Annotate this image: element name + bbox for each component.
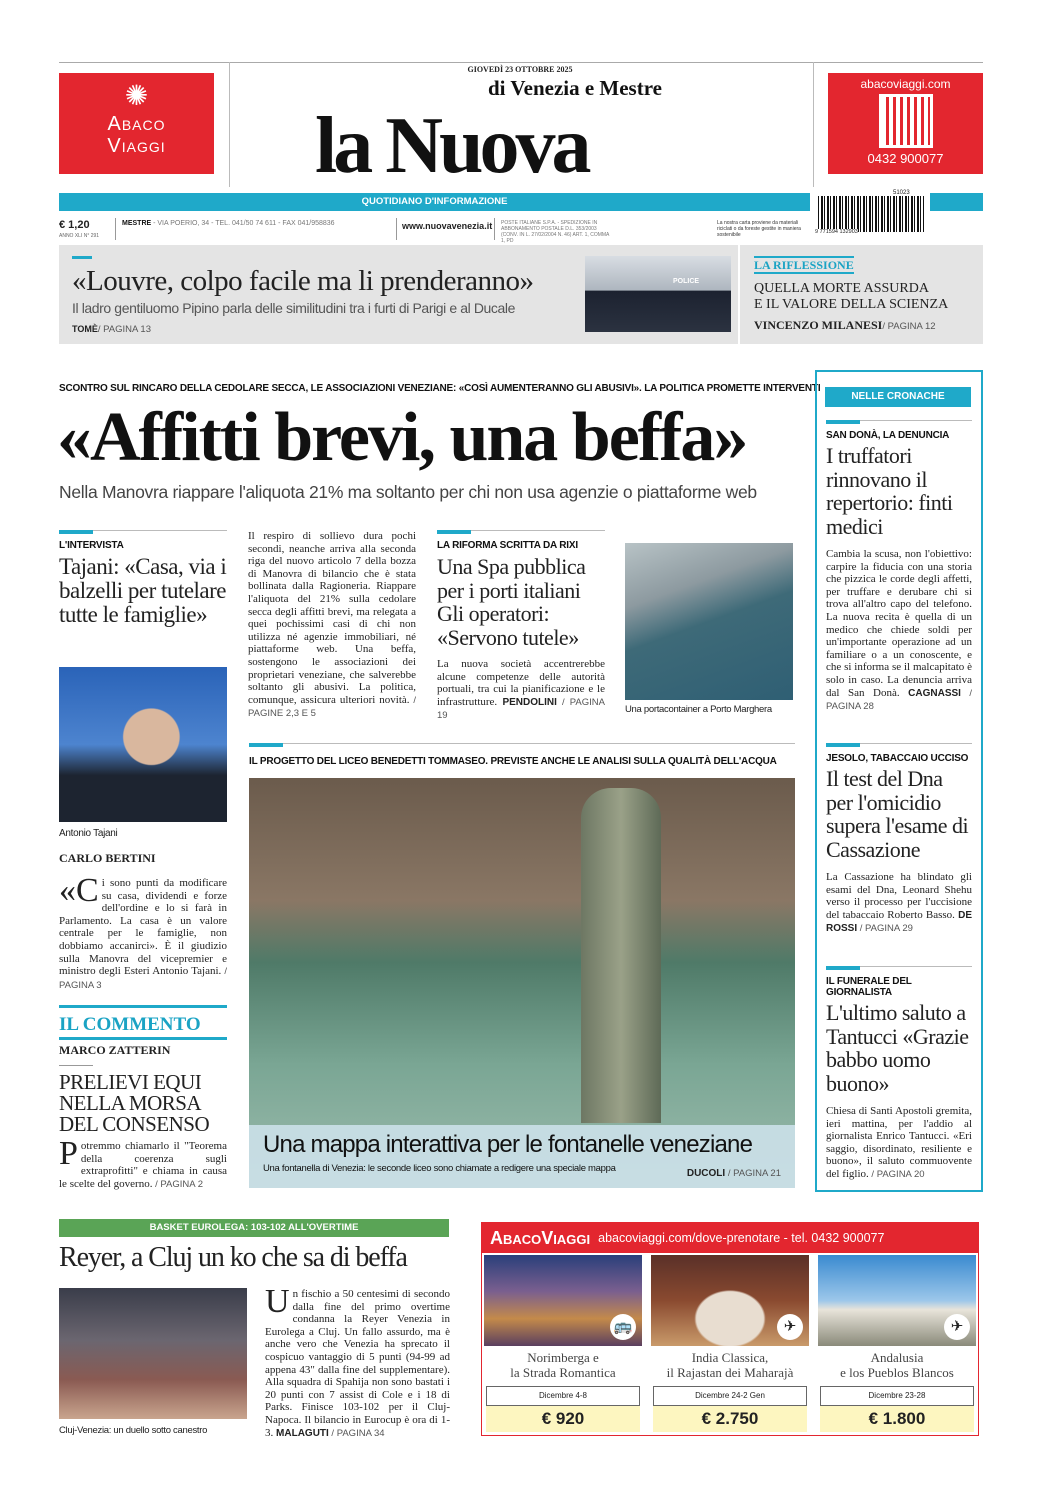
- trip-dates: Dicembre 23-28: [820, 1386, 974, 1406]
- byline: DE ROSSI: [826, 909, 973, 935]
- divider: [396, 218, 397, 240]
- basket-photo: [59, 1288, 247, 1419]
- body-text: Chiesa di Santi Apostoli gremita, ieri mattina, per l'addio al giornalista Enrico Tantucci. «Eri saggio, disordinato, resiliente e buono», il saluto commuovente del figlio.: [826, 1105, 972, 1180]
- photo-caption: Cluj-Venezia: un duello sotto canestro: [59, 1425, 208, 1436]
- accent-tick: [72, 256, 92, 259]
- story-kicker: JESOLO, TABACCAIO UCCISO: [826, 753, 969, 764]
- byline: PENDOLINI: [497, 696, 557, 708]
- page-ref: / PAGINA 2: [152, 1178, 203, 1190]
- page-ref: / PAGINE 2,3 E 5: [248, 694, 416, 720]
- trip-title: India Classica,: [691, 1350, 769, 1365]
- ports-kicker: LA RIFORMA SCRITTA DA RIXI: [437, 540, 578, 551]
- ad-brand-line2: Viaggi: [107, 135, 166, 157]
- basket-headline[interactable]: Reyer, a Cluj un ko che sa di beffa: [59, 1242, 407, 1273]
- accent-tick: [59, 530, 93, 534]
- drop-cap: U: [265, 1283, 290, 1320]
- sun-logo-icon: ✺: [124, 81, 149, 112]
- accent-tick: [249, 743, 283, 747]
- masthead[interactable]: la Nuova: [315, 102, 588, 190]
- accent-tick: [437, 530, 471, 534]
- trip-price: € 2.750: [653, 1406, 807, 1432]
- address-label: MESTRE: [122, 220, 152, 227]
- abaco-logo-ad[interactable]: [59, 73, 214, 174]
- trip-title: Norimberga e: [527, 1350, 599, 1365]
- trip-card[interactable]: [818, 1255, 976, 1432]
- abaco-viaggi-ad[interactable]: [481, 1222, 979, 1436]
- body-text: i sono punti da modificare su casa, dividendi e forze dell'ordine e lo si farà in Parlamento. La casa è un valore centrale per le famiglie, non dobbiamo accanirci». È il giudizio sulla Manovra del vicepremier e ministro degli Esteri Antonio Tajani.: [59, 877, 227, 978]
- trip-title: e los Pueblos Blancos: [840, 1365, 954, 1380]
- byline: MARCO ZATTERIN: [59, 1043, 171, 1057]
- divider: [249, 743, 795, 744]
- qr-ad[interactable]: [828, 73, 983, 174]
- barcode-top-number: 51023: [893, 190, 910, 196]
- trip-photo: [484, 1255, 642, 1346]
- top-rule: [59, 62, 983, 63]
- website-link[interactable]: www.nuovavenezia.it: [402, 221, 493, 231]
- container-ship-photo: [625, 543, 793, 700]
- story-headline: I truffatori rinnovano il repertorio: finti medici: [826, 443, 953, 539]
- trip-title: il Rajastan dei Maharajà: [666, 1365, 794, 1380]
- sidebar-story[interactable]: [826, 420, 972, 714]
- fountain-kicker: IL PROGETTO DEL LICEO BENEDETTI TOMMASEO. PREVISTE ANCHE LE ANALISI SULLA QUALITÀ DELL'ACQUA: [249, 756, 777, 767]
- riflessione-story[interactable]: [754, 256, 948, 334]
- byline: CAGNASSI: [899, 687, 961, 699]
- photo-caption: Antonio Tajani: [59, 828, 118, 839]
- sidebar-story[interactable]: [826, 966, 972, 1182]
- trip-card[interactable]: [651, 1255, 809, 1432]
- fountain-photo: [581, 788, 661, 1123]
- riflessione-headline-2: E IL VALORE DELLA SCIENZA: [754, 297, 949, 312]
- trip-photo: [818, 1255, 976, 1346]
- photo-caption: Una fontanella di Venezia: le seconde liceo sono chiamate a redigere una speciale mappa: [263, 1163, 616, 1174]
- trip-title: Andalusia: [870, 1350, 924, 1365]
- police-label: POLICE: [673, 278, 700, 285]
- basket-body: [265, 1283, 450, 1440]
- louvre-police-photo: [585, 256, 731, 332]
- page-ref: / PAGINA 29: [857, 923, 913, 935]
- riflessione-headline-1: QUELLA MORTE ASSURDA: [754, 281, 929, 296]
- barcode-number: 9 771594 132903: [815, 229, 858, 235]
- trip-dates: Dicembre 4-8: [486, 1386, 640, 1406]
- lead-kicker: SCONTRO SUL RINCARO DELLA CEDOLARE SECCA, LE ASSOCIAZIONI VENEZIANE: «COSÌ AUMENTERANNO GLI ABUSIVI». LA POLITICA PROMETTE INTERVENTI: [59, 383, 821, 394]
- trip-price: € 1.800: [820, 1406, 974, 1432]
- ports-headline: Una Spa pubblica per i porti italiani Gli operatori: «Servono tutele»: [437, 554, 586, 650]
- photo-caption: Una portacontainer a Porto Marghera: [625, 704, 772, 715]
- address: [122, 220, 335, 227]
- postal-info: POSTE ITALIANE S.P.A. - SPEDIZIONE IN ABBONAMENTO POSTALE D.L. 353/2003 (CONV. IN L. 27/02/2004 N. 46) ART. 1, COMMA 1, PD: [501, 220, 610, 244]
- byline: VINCENZO MILANESI: [754, 318, 883, 332]
- interview-kicker: L'INTERVISTA: [59, 540, 124, 551]
- interview-story[interactable]: [59, 530, 227, 627]
- louvre-story[interactable]: [72, 256, 534, 337]
- plane-icon: ✈: [777, 1314, 803, 1340]
- section-label: IL COMMENTO: [59, 1014, 201, 1035]
- byline: MALAGUTI: [273, 1427, 329, 1439]
- section-label: NELLE CRONACHE: [825, 387, 971, 407]
- barcode-icon: [818, 196, 924, 232]
- body-text: La nuova società accentrerebbe alcune competenze delle autorità portuali, tra cui la pianificazione e le infrastrutture.: [437, 658, 605, 708]
- ad-contact: abacoviaggi.com/dove-prenotare - tel. 0432 900077: [598, 1231, 885, 1245]
- trip-title: la Strada Romantica: [510, 1365, 616, 1380]
- ports-story[interactable]: [437, 530, 605, 723]
- louvre-headline: «Louvre, colpo facile ma li prenderanno»: [72, 265, 534, 297]
- ad-brand-line1: Abaco: [107, 113, 166, 135]
- body-text: La Cassazione ha blindato gli esami del Dna, Leonard Shehu verso il processo per l'uccisione del tabaccaio Roberto Basso.: [826, 871, 972, 921]
- tajani-photo: [59, 667, 227, 822]
- page-ref: / PAGINA 13: [97, 324, 151, 335]
- sidebar-story[interactable]: [826, 743, 972, 936]
- trip-price: € 920: [486, 1406, 640, 1432]
- bus-icon: 🚌: [610, 1314, 636, 1340]
- story-kicker: IL FUNERALE DEL GIORNALISTA: [826, 976, 912, 998]
- page-ref: / PAGINA 28: [826, 687, 973, 713]
- issue-number: ANNO XLI N° 291: [59, 233, 100, 239]
- masthead-subtitle: di Venezia e Mestre: [488, 76, 662, 100]
- ad-brand: AbacoViaggi: [490, 1227, 591, 1248]
- drop-cap: P: [59, 1135, 78, 1172]
- qr-code-icon: [879, 94, 933, 148]
- fountain-story[interactable]: [249, 778, 795, 1188]
- divider: [494, 218, 495, 240]
- byline: DUCOLI: [686, 1168, 726, 1179]
- fountain-headline: Una mappa interattiva per le fontanelle veneziane: [263, 1131, 753, 1158]
- comment-headline: PRELIEVI EQUI NELLA MORSA DEL CONSENSO: [59, 1070, 210, 1136]
- byline: CARLO BERTINI: [59, 851, 156, 865]
- page-ref: / PAGINA 19: [437, 696, 605, 722]
- paper-note: La nostra carta proviene da materiali riciclati o da foreste gestite in maniera sostenibile: [717, 220, 801, 238]
- page-ref: / PAGINA 3: [59, 966, 228, 991]
- page-ref: / PAGINA 12: [882, 321, 936, 332]
- page-ref: / PAGINA 34: [328, 1427, 385, 1439]
- interview-headline: Tajani: «Casa, via i balzelli per tutelare tutte le famiglie»: [59, 554, 227, 627]
- issue-date: GIOVEDÌ 23 OTTOBRE 2025: [467, 65, 573, 74]
- byline: TOMÈ: [72, 324, 98, 334]
- louvre-subtitle: Il ladro gentiluomo Pipino parla delle similitudini tra i furti di Parigi e al Ducale: [72, 300, 516, 316]
- lead-body: [248, 530, 416, 721]
- ad-url: abacoviaggi.com: [860, 77, 951, 91]
- lead-headline[interactable]: «Affitti brevi, una beffa»: [57, 399, 747, 476]
- comment-story[interactable]: [59, 1005, 227, 1191]
- trip-card[interactable]: [484, 1255, 642, 1432]
- trip-dates: Dicembre 24-2 Gen: [653, 1386, 807, 1406]
- story-headline: Il test del Dna per l'omicidio supera l'esame di Cassazione: [826, 766, 969, 862]
- tagline-bar: QUOTIDIANO D'INFORMAZIONE: [59, 193, 810, 211]
- page-ref: / PAGINA 21: [725, 1168, 781, 1179]
- trip-photo: [651, 1255, 809, 1346]
- price: € 1,20: [59, 219, 90, 231]
- drop-cap: «C: [59, 872, 99, 909]
- section-label: LA RIFLESSIONE: [754, 258, 854, 272]
- accent-tick: [826, 743, 860, 747]
- fountain-caption-box: [249, 1125, 795, 1188]
- accent-tick: [826, 966, 860, 970]
- divider: [813, 62, 814, 187]
- divider: [115, 218, 116, 240]
- accent-tick: [826, 420, 860, 424]
- body-text: Cambia la scusa, non l'obiettivo: carpire la fiducia con una storia che pizzica le corde degli affetti, per truffare e derubare chi si trova all'altro capo del telefono. La nuova recita è quella di un medico che chiede soldi per un'importante operazione ad un familiare o a un conoscente, e che si informa se il malcapitato è solo in caso. La denuncia arriva dal San Donà.: [826, 548, 972, 699]
- accent-bar: [930, 193, 983, 211]
- basket-bar: BASKET EUROLEGA: 103-102 ALL'OVERTIME: [59, 1219, 449, 1237]
- body-text: otremmo chiamarlo il "Teorema della coerenza sugli extraprofitti" e chiama in causa le scelte del governo.: [59, 1140, 227, 1190]
- interview-body: [59, 872, 228, 992]
- lead-subtitle: Nella Manovra riappare l'aliquota 21% ma soltanto per chi non usa agenzie o piattaforme web: [59, 482, 757, 502]
- ad-phone: 0432 900077: [867, 151, 944, 166]
- story-kicker: SAN DONÀ, LA DENUNCIA: [826, 430, 950, 441]
- plane-icon: ✈: [944, 1314, 970, 1340]
- body-text: Il respiro di sollievo dura pochi secondi, neanche arriva alla seconda riga del nuovo articolo 7 della bozza di Manovra di bilancio che è stata bollinata dalla Ragioneria. Riappare l'aliquota del 21% sulla cedolare secca degli affitti brevi, ma relegata a quei pochissimi casi di chi non utilizza né agenzie immobiliari, né piattaforme web. Una beffa, sostengono le associazioni dei proprietari veneziane, che salverebbe soltanto gli abusivi. La politica, comunque, assicura ulteriori novità.: [248, 530, 416, 706]
- divider: [738, 245, 740, 344]
- address-text: - VIA POERIO, 34 - TEL. 041/50 74 611 - FAX 041/958836: [151, 220, 335, 227]
- page-ref: / PAGINA 20: [868, 1168, 925, 1180]
- body-text: n fischio a 50 centesimi di secondo dalla fine del primo overtime condanna la Reyer Venezia in Eurolega a Cluj. Un fallo assurdo, ma è anche vero che Venezia ha sprecato il cospicuo vantaggio di 5 punti (94-99 ad appena 43" dalla fine del supplementare). Alla squadra di Spahija non sono bastati i 20 punti con 7 assist di Cole e i 18 di Parks. Finisce 103-102 per il Cluj-Napoca. Il bilancio in Eurocup è ora di 1-3.: [265, 1288, 450, 1439]
- story-headline: L'ultimo saluto a Tantucci «Grazie babbo uomo buono»: [826, 1000, 969, 1096]
- divider: [229, 62, 230, 187]
